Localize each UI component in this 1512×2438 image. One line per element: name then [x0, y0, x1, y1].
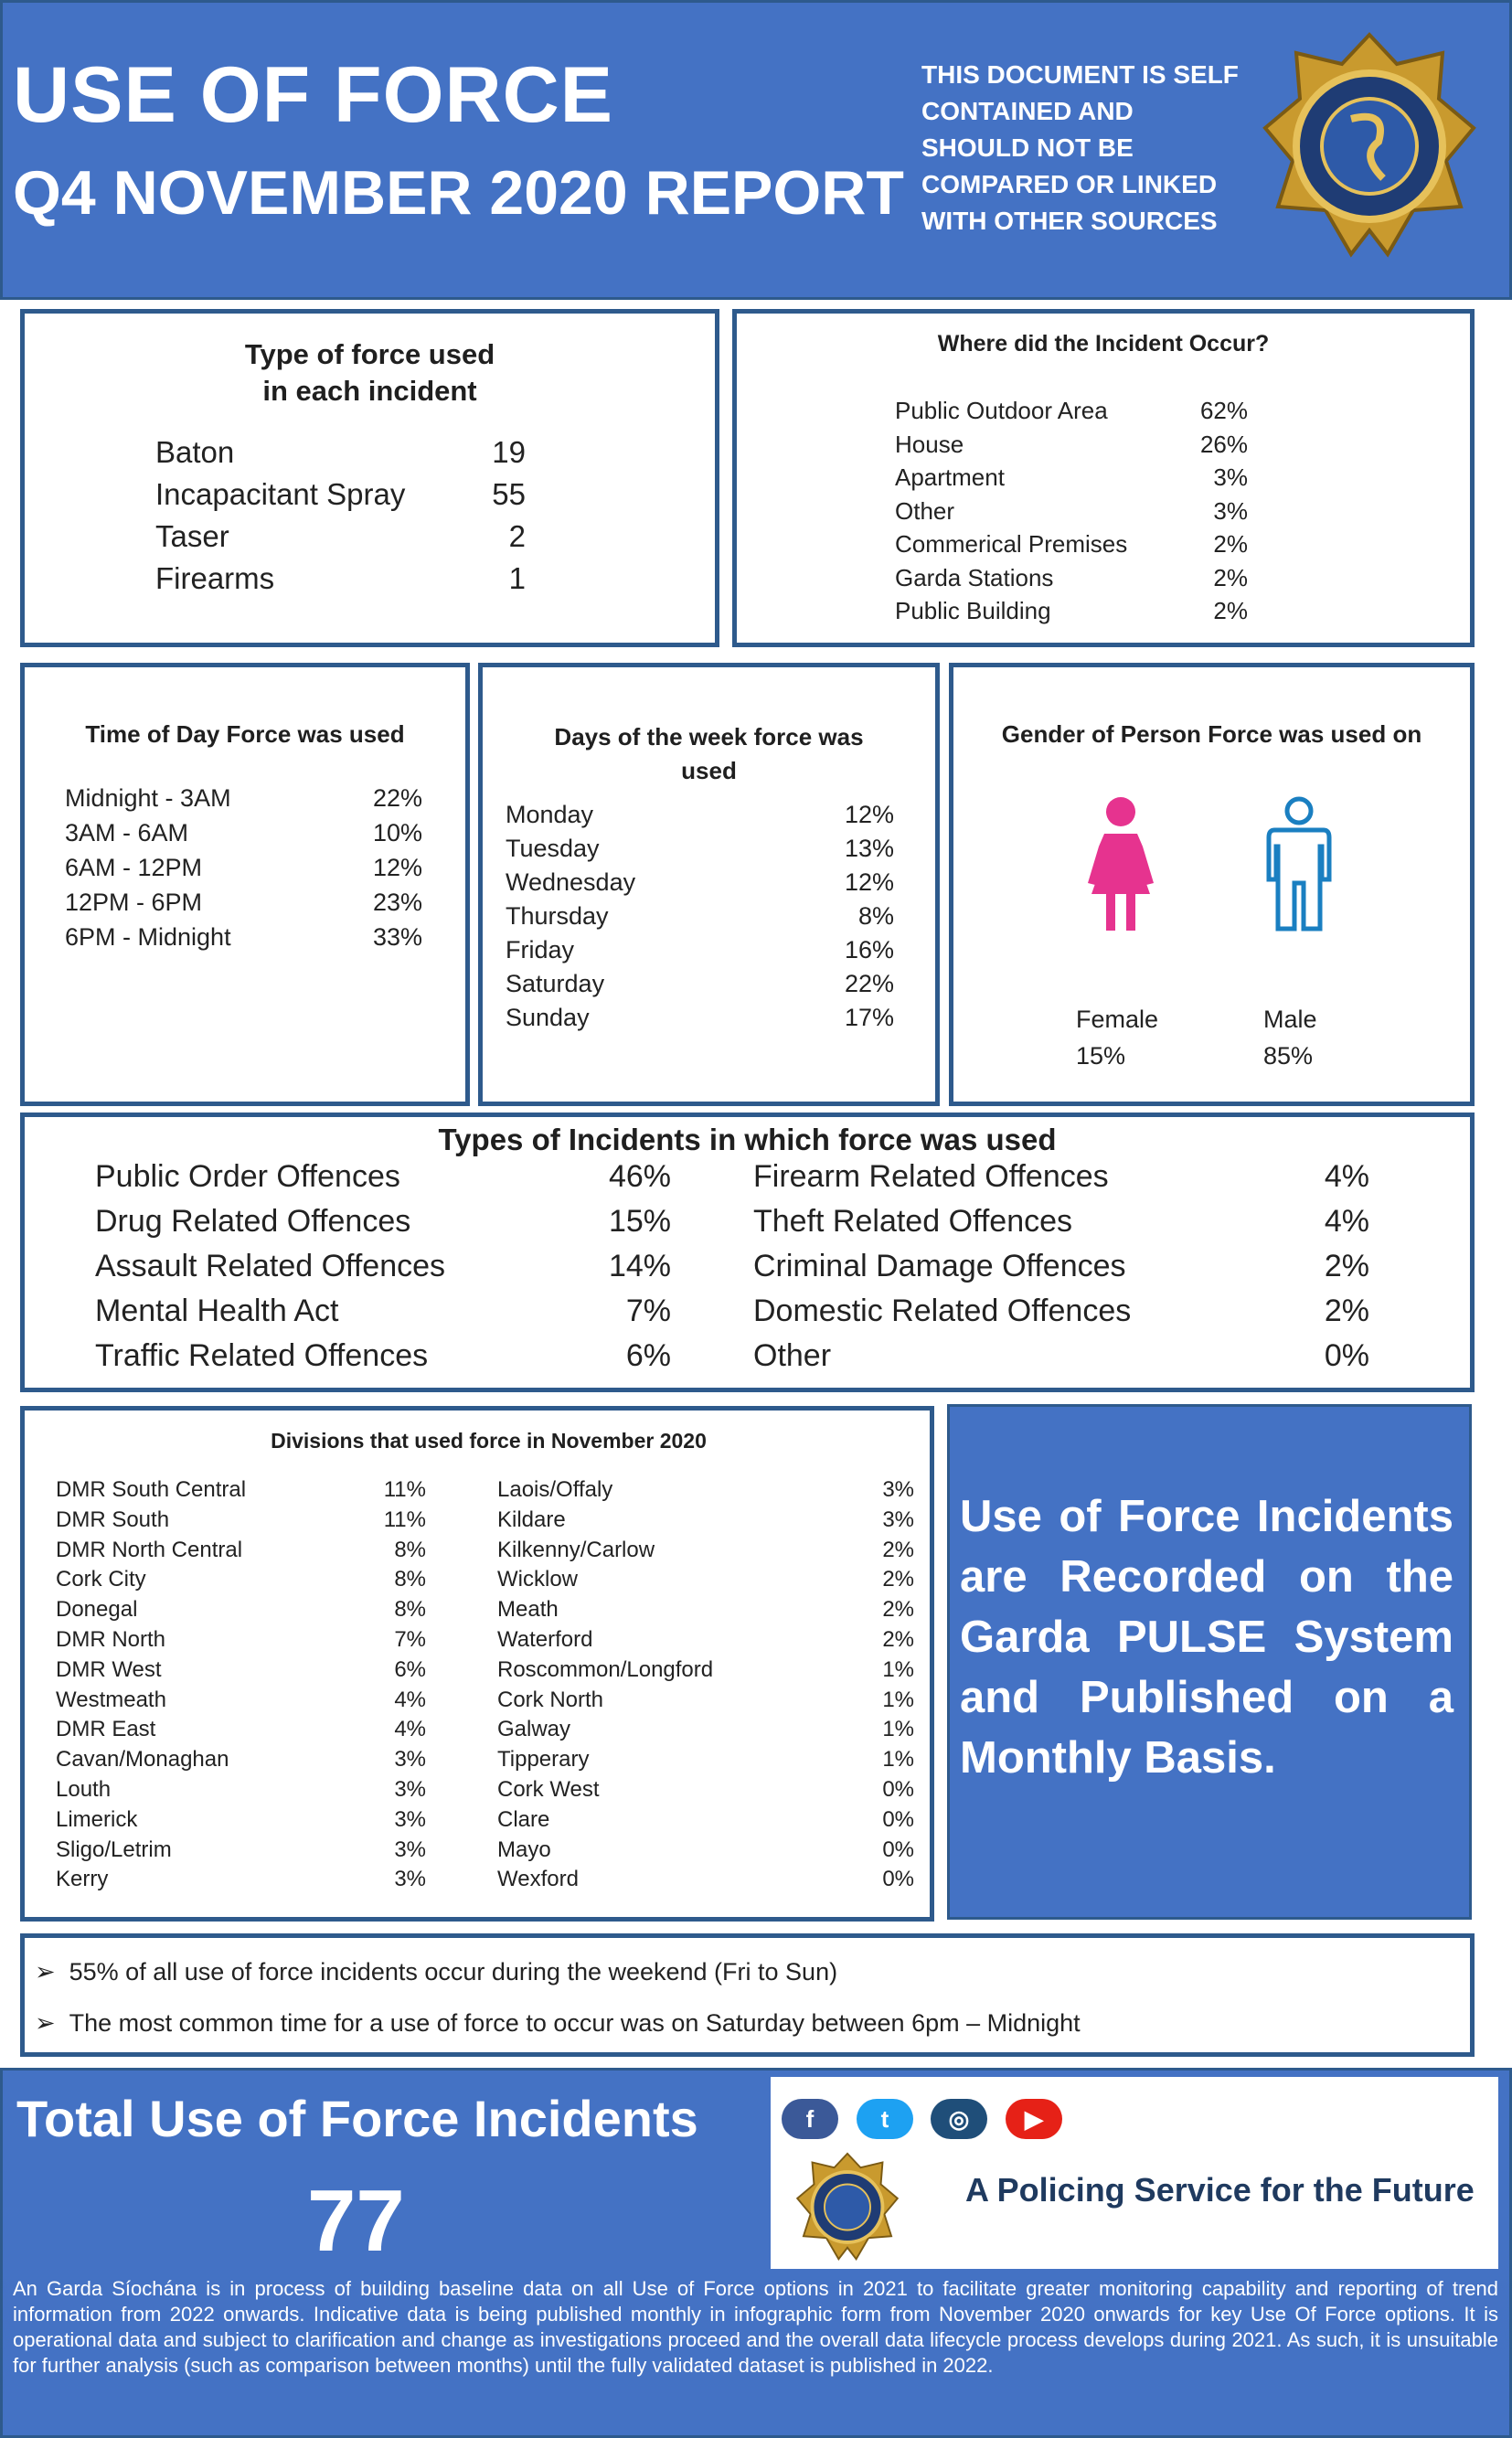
division-value: 1% — [882, 1747, 914, 1773]
twitter-icon[interactable]: t — [857, 2099, 913, 2139]
day-of-week-value: 22% — [844, 970, 894, 997]
division-label: Westmeath — [56, 1687, 166, 1712]
day-of-week-label: Tuesday — [506, 835, 600, 862]
division-value: 0% — [882, 1777, 914, 1802]
youtube-icon[interactable]: ▶ — [1006, 2099, 1062, 2139]
division-label: Meath — [497, 1597, 559, 1623]
incident-type-value: 2% — [1324, 1249, 1369, 1283]
division-label: Roscommon/Longford — [497, 1656, 714, 1682]
force-type-value: 1 — [508, 561, 526, 595]
division-value: 0% — [882, 1867, 914, 1892]
division-label: DMR North — [56, 1627, 166, 1652]
pulse-info-text: Use of Force Incidents are Recorded on the Garda PULSE System and Published on a Monthly Basis. — [960, 1492, 1453, 1783]
division-label: Cork North — [497, 1687, 604, 1712]
division-value: 2% — [882, 1597, 914, 1623]
location-label: Commerical Premises — [895, 530, 1128, 558]
time-of-day-title: Time of Day Force was used — [85, 720, 405, 748]
incident-type-value: 7% — [625, 1294, 671, 1328]
highlight-item: ➢ The most common time for a use of force to occur was on Saturday between 6pm – Midnight — [35, 2009, 1081, 2037]
day-of-week-label: Saturday — [506, 970, 605, 997]
time-of-day-label: 6AM - 12PM — [65, 854, 203, 881]
incident-type-value: 6% — [625, 1338, 671, 1373]
time-of-day-label: 3AM - 6AM — [65, 819, 189, 846]
division-value: 8% — [394, 1567, 426, 1592]
incident-type-label: Mental Health Act — [95, 1294, 339, 1328]
location-value: 62% — [1199, 397, 1248, 424]
day-of-week-label: Monday — [506, 801, 594, 828]
incident-type-value: 15% — [608, 1204, 671, 1239]
division-label: Cavan/Monaghan — [56, 1747, 229, 1773]
division-value: 3% — [882, 1506, 914, 1532]
division-value: 7% — [394, 1627, 426, 1652]
day-of-week-value: 12% — [844, 868, 894, 896]
divisions-title: Divisions that used force in November 2020 — [271, 1429, 707, 1453]
incident-types-title: Types of Incidents in which force was used — [438, 1123, 1057, 1156]
division-value: 11% — [383, 1506, 426, 1532]
incident-type-label: Firearm Related Offences — [753, 1159, 1109, 1194]
division-label: Galway — [497, 1717, 571, 1742]
division-label: Tipperary — [497, 1747, 590, 1773]
day-of-week-label: Wednesday — [506, 868, 636, 896]
highlights-panel — [20, 1933, 1475, 2057]
division-value: 1% — [882, 1717, 914, 1742]
incident-type-label: Theft Related Offences — [753, 1204, 1073, 1239]
day-of-week-value: 17% — [844, 1004, 894, 1031]
time-of-day-value: 33% — [372, 923, 422, 951]
location-label: Garda Stations — [895, 563, 1054, 591]
incident-type-value: 46% — [608, 1159, 671, 1194]
male-label: Male — [1263, 1006, 1317, 1033]
division-value: 2% — [882, 1627, 914, 1652]
location-label: Public Outdoor Area — [895, 397, 1108, 424]
garda-crest-small-icon — [788, 2150, 907, 2264]
male-icon — [1263, 795, 1335, 932]
division-label: Laois/Offaly — [497, 1477, 613, 1502]
female-value: 15% — [1076, 1042, 1126, 1070]
location-label: Public Building — [895, 597, 1051, 624]
arrow-bullet-icon: ➢ — [35, 1958, 69, 1986]
location-title: Where did the Incident Occur? — [937, 331, 1270, 357]
division-value: 11% — [383, 1477, 426, 1502]
force-type-label: Taser — [155, 519, 229, 553]
arrow-bullet-icon: ➢ — [35, 2009, 69, 2037]
time-of-day-label: Midnight - 3AM — [65, 784, 231, 812]
division-label: Wicklow — [497, 1567, 578, 1592]
division-value: 0% — [882, 1836, 914, 1862]
division-value: 1% — [882, 1656, 914, 1682]
division-label: DMR North Central — [56, 1537, 243, 1562]
location-value: 2% — [1213, 530, 1248, 558]
division-value: 2% — [882, 1567, 914, 1592]
incident-type-label: Public Order Offences — [95, 1159, 400, 1194]
division-value: 3% — [882, 1477, 914, 1502]
facebook-icon[interactable]: f — [782, 2099, 838, 2139]
division-label: DMR South Central — [56, 1477, 247, 1502]
force-type-title: Type of force used in each incident — [244, 338, 495, 407]
incident-type-label: Assault Related Offences — [95, 1249, 446, 1283]
total-incidents-title: Total Use of Force Incidents — [16, 2090, 698, 2147]
time-of-day-label: 6PM - Midnight — [65, 923, 231, 951]
incident-type-value: 14% — [608, 1249, 671, 1283]
division-label: Sligo/Letrim — [56, 1836, 172, 1862]
division-label: Donegal — [56, 1597, 138, 1623]
division-value: 8% — [394, 1537, 426, 1562]
division-label: Limerick — [56, 1806, 138, 1832]
incident-type-value: 4% — [1324, 1159, 1369, 1194]
division-value: 6% — [394, 1656, 426, 1682]
division-value: 1% — [882, 1687, 914, 1712]
time-of-day-value: 22% — [372, 784, 422, 812]
division-label: Cork West — [497, 1777, 600, 1802]
incident-type-label: Traffic Related Offences — [95, 1338, 429, 1373]
report-subtitle: Q4 NOVEMBER 2020 REPORT — [13, 158, 904, 228]
time-of-day-value: 12% — [372, 854, 422, 881]
location-value: 3% — [1213, 463, 1248, 491]
incident-type-label: Domestic Related Offences — [753, 1294, 1132, 1328]
days-of-week-title: Days of the week force was used — [554, 723, 864, 784]
force-type-value: 55 — [492, 477, 526, 511]
location-value: 26% — [1199, 430, 1248, 458]
incident-type-value: 0% — [1324, 1338, 1369, 1373]
time-of-day-value: 23% — [372, 889, 422, 916]
location-value: 2% — [1213, 597, 1248, 624]
division-value: 4% — [394, 1687, 426, 1712]
tagline: A Policing Service for the Future — [965, 2171, 1475, 2209]
incident-type-label: Criminal Damage Offences — [753, 1249, 1126, 1283]
division-label: Wexford — [497, 1867, 579, 1892]
division-value: 3% — [394, 1867, 426, 1892]
incident-type-label: Drug Related Offences — [95, 1204, 411, 1239]
force-type-label: Incapacitant Spray — [155, 477, 406, 511]
location-value: 3% — [1213, 496, 1248, 525]
division-value: 3% — [394, 1836, 426, 1862]
division-label: DMR East — [56, 1717, 156, 1742]
location-label: Other — [895, 496, 955, 525]
time-of-day-value: 10% — [372, 819, 422, 846]
force-type-label: Baton — [155, 435, 235, 469]
day-of-week-label: Sunday — [506, 1004, 590, 1031]
total-incidents-value: 77 — [307, 2172, 405, 2270]
division-label: Kerry — [56, 1867, 109, 1892]
incident-type-value: 2% — [1324, 1294, 1369, 1328]
female-label: Female — [1076, 1006, 1159, 1033]
report-title: USE OF FORCE — [13, 51, 614, 139]
division-label: Mayo — [497, 1836, 551, 1862]
force-type-value: 19 — [492, 435, 526, 469]
division-label: Louth — [56, 1777, 112, 1802]
self-contained-notice: THIS DOCUMENT IS SELF CONTAINED AND SHOULD NOT BE COMPARED OR LINKED WITH OTHER SOURCES — [921, 60, 1239, 235]
location-label: Apartment — [895, 463, 1005, 491]
division-value: 8% — [394, 1597, 426, 1623]
force-type-value: 2 — [508, 519, 526, 553]
gender-title: Gender of Person Force was used on — [1001, 720, 1422, 748]
division-value: 3% — [394, 1806, 426, 1832]
division-value: 4% — [394, 1717, 426, 1742]
day-of-week-value: 13% — [844, 835, 894, 862]
division-value: 0% — [882, 1806, 914, 1832]
division-label: DMR South — [56, 1506, 170, 1532]
division-label: Kildare — [497, 1506, 566, 1532]
division-label: Waterford — [497, 1627, 593, 1652]
disclaimer-text: An Garda Síochána is in process of building baseline data on all Use of Force options in 2021 to facilitate greater monitoring capability and reporting of trend information from 2022 onwards. Indicative data is being published monthly in infographic form from November 2020 onwards for key Use Of Force options. It is operational data and subject to clarification and change as investigations proceed and the overall data lifecycle process develops during 2021. As such, it is unsuitable for further analysis (such as comparison between months) until the fully validated dataset is published in 2022. — [13, 2277, 1498, 2377]
incident-type-value: 4% — [1324, 1204, 1369, 1239]
division-label: Clare — [497, 1806, 550, 1832]
division-value: 3% — [394, 1747, 426, 1773]
highlight-item: ➢ 55% of all use of force incidents occur during the weekend (Fri to Sun) — [35, 1958, 838, 1986]
force-type-label: Firearms — [155, 561, 275, 595]
division-label: Kilkenny/Carlow — [497, 1537, 655, 1562]
location-label: House — [895, 430, 964, 458]
day-of-week-label: Thursday — [506, 902, 609, 930]
instagram-icon[interactable]: ◎ — [931, 2099, 987, 2139]
day-of-week-value: 12% — [844, 801, 894, 828]
location-value: 2% — [1213, 563, 1248, 591]
division-value: 3% — [394, 1777, 426, 1802]
male-value: 85% — [1263, 1042, 1314, 1070]
incident-type-label: Other — [753, 1338, 832, 1373]
garda-crest-icon — [1260, 27, 1479, 265]
female-icon — [1084, 795, 1157, 932]
division-label: Cork City — [56, 1567, 146, 1592]
day-of-week-label: Friday — [506, 936, 575, 963]
division-label: DMR West — [56, 1656, 162, 1682]
division-value: 2% — [882, 1537, 914, 1562]
day-of-week-value: 8% — [857, 902, 894, 930]
time-of-day-label: 12PM - 6PM — [65, 889, 203, 916]
day-of-week-value: 16% — [844, 936, 894, 963]
